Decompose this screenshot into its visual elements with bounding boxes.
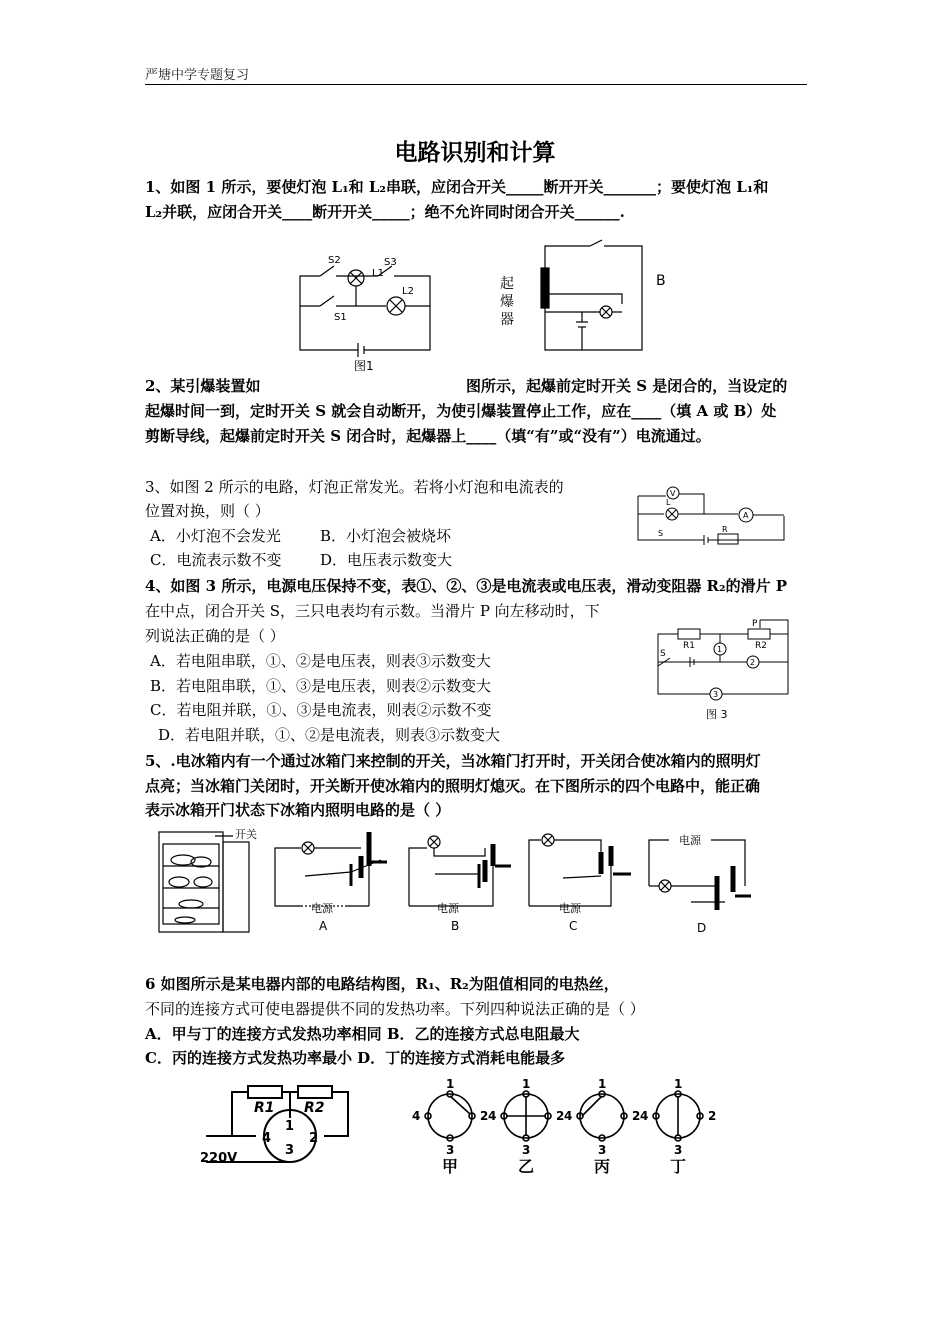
- fig3-meter-1: 1: [717, 645, 723, 654]
- ding-terminal-3: 3: [674, 1143, 683, 1157]
- jia-terminal-3: 3: [446, 1143, 455, 1157]
- q4-line2: 在中点，闭合开关 S，三只电表均有示数。当滑片 P 向左移动时，下: [145, 602, 600, 620]
- variant-jia: 甲: [442, 1157, 459, 1176]
- bing-terminal-3: 3: [598, 1143, 607, 1157]
- yi-terminal-2: 2: [556, 1109, 565, 1123]
- q6-line2: 不同的连接方式可使电器提供不同的发热功率。下列四种说法正确的是（ ）: [145, 1000, 645, 1018]
- bing-terminal-2: 2: [632, 1109, 641, 1123]
- q4-option-c: C．若电阻并联，①、③是电流表，则表②示数不变: [150, 701, 492, 719]
- heater-terminal-3: 3: [285, 1143, 295, 1158]
- fig2-label-l: L: [666, 498, 671, 507]
- variant-ding: 丁: [670, 1157, 687, 1176]
- heater-r2: R2: [304, 1100, 325, 1116]
- bing-terminal-4: 4: [564, 1109, 573, 1123]
- q2-line3: 剪断导线，起爆前定时开关 S 闭合时，起爆器上____（填“有”或“没有”）电流通过。: [145, 427, 711, 445]
- detonator-label-3: 器: [500, 312, 514, 328]
- option-c-label: C: [569, 919, 578, 933]
- jia-terminal-2: 2: [480, 1109, 489, 1123]
- bing-terminal-1: 1: [598, 1077, 607, 1091]
- fig1-circuit: [292, 236, 442, 376]
- header-rule: [145, 84, 807, 85]
- fig1-label-s1: S1: [334, 312, 347, 323]
- q4-option-a: A．若电阻串联，①、②是电压表，则表③示数变大: [150, 652, 491, 670]
- q4-option-d: D．若电阻并联，①、②是电流表，则表③示数变大: [158, 726, 501, 744]
- q4-option-b: B．若电阻串联，①、③是电压表，则表②示数变大: [150, 677, 492, 695]
- q5-line1: 5、.电冰箱内有一个通过冰箱门来控制的开关，当冰箱门打开时，开关闭合使冰箱内的照明灯: [145, 752, 761, 770]
- q2-line1b: 图所示，起爆前定时开关 S 是闭合的，当设定的: [466, 377, 788, 395]
- page-title: 电路识别和计算: [394, 139, 556, 166]
- fig3-circuit: [650, 616, 795, 724]
- point-b-label: B: [656, 273, 666, 289]
- fig1-label-l1: L1: [372, 268, 384, 279]
- q3-option-c: C．电流表示数不变: [150, 551, 282, 569]
- ding-terminal-4: 4: [640, 1109, 649, 1123]
- fig2-label-s: S: [658, 529, 664, 538]
- fig1-label-s2: S2: [328, 255, 341, 266]
- ding-terminal-2: 2: [708, 1109, 717, 1123]
- heater-r1: R1: [254, 1100, 275, 1116]
- svg-text:V: V: [670, 489, 676, 498]
- jia-terminal-4: 4: [412, 1109, 421, 1123]
- svg-text:A: A: [743, 511, 749, 520]
- q5-line3: 表示冰箱开门状态下冰箱内照明电路的是（ ）: [145, 801, 451, 819]
- fridge-circuits: [155, 826, 775, 938]
- fig3-meter-3: 3: [713, 690, 719, 699]
- fig3-caption: 图 3: [706, 708, 728, 721]
- switch-label: 开关: [235, 828, 257, 841]
- jia-terminal-1: 1: [446, 1077, 455, 1091]
- power-label-c: 电源: [559, 902, 581, 915]
- q1-line1: 1、如图 1 所示，要使灯泡 L₁和 L₂串联，应闭合开关_____断开开关_______；要使灯泡 L₁和: [145, 178, 769, 196]
- q6-line1: 6 如图所示是某电器内部的电路结构图，R₁、R₂为阻值相同的电热丝，: [145, 975, 619, 993]
- heater-terminal-1: 1: [285, 1119, 295, 1134]
- option-d-label: D: [697, 921, 707, 935]
- page-header: 严塘中学专题复习: [145, 68, 250, 83]
- option-a-label: A: [319, 919, 328, 933]
- fig1-label-l2: L2: [402, 286, 414, 297]
- fig3-meter-2: 2: [750, 658, 756, 667]
- variant-yi: 乙: [518, 1157, 535, 1176]
- q6-line4: C．丙的连接方式发热功率最小 D．丁的连接方式消耗电能最多: [145, 1049, 566, 1067]
- q3-option-d: D．电压表示数变大: [320, 551, 453, 569]
- voltage-label: 220V: [200, 1151, 238, 1166]
- option-b-label: B: [451, 919, 460, 933]
- q3-line1: 3、如图 2 所示的电路，灯泡正常发光。若将小灯泡和电流表的: [145, 478, 564, 496]
- power-label-b: 电源: [437, 902, 459, 915]
- fig2-circuit: [634, 480, 789, 548]
- yi-terminal-1: 1: [522, 1077, 531, 1091]
- q1-line2: L₂并联，应闭合开关____断开开关_____；绝不允许同时闭合开关______.: [145, 203, 625, 221]
- q4-line1: 4、如图 3 所示，电源电压保持不变，表①、②、③是电流表或电压表，滑动变阻器 R₂的滑片 P: [145, 577, 788, 595]
- q6-line3: A．甲与丁的连接方式发热功率相同 B．乙的连接方式总电阻最大: [145, 1025, 580, 1043]
- fig3-label-s: S: [660, 649, 666, 659]
- yi-terminal-4: 4: [488, 1109, 497, 1123]
- fig3-label-r1: R1: [683, 641, 695, 651]
- q3-line2: 位置对换，则（ ）: [145, 502, 270, 520]
- q3-option-b: B．小灯泡会被烧坏: [320, 527, 452, 545]
- yi-terminal-3: 3: [522, 1143, 531, 1157]
- ding-terminal-1: 1: [674, 1077, 683, 1091]
- heater-circuit: [196, 1078, 356, 1170]
- fig2-label-r: R: [722, 525, 728, 534]
- detonator-label-1: 起: [500, 276, 514, 292]
- variant-bing: 丙: [594, 1157, 611, 1176]
- q3-option-a: A．小灯泡不会发光: [150, 527, 281, 545]
- detonator-label-2: 爆: [500, 294, 514, 310]
- fig3-label-p: P: [752, 619, 758, 629]
- power-label-d: 电源: [679, 834, 701, 847]
- power-label-a: 电源: [311, 902, 333, 915]
- heater-terminal-2: 2: [309, 1131, 319, 1146]
- fig1-label-s3: S3: [384, 257, 397, 268]
- detonator-circuit: [496, 238, 676, 356]
- q2-line2: 起爆时间一到，定时开关 S 就会自动断开，为使引爆装置停止工作，应在____（填 A 或 B）处: [145, 402, 777, 420]
- q5-line2: 点亮；当冰箱门关闭时，开关断开使冰箱内的照明灯熄灭。在下图所示的四个电路中，能正确: [145, 777, 761, 795]
- fig3-label-r2: R2: [755, 641, 767, 651]
- q4-line3: 列说法正确的是（ ）: [145, 627, 285, 645]
- fig1-caption: 图1: [354, 359, 374, 373]
- heater-terminal-4: 4: [262, 1131, 272, 1146]
- connection-variants: [410, 1076, 720, 1180]
- q2-line1a: 2、某引爆装置如: [145, 377, 261, 395]
